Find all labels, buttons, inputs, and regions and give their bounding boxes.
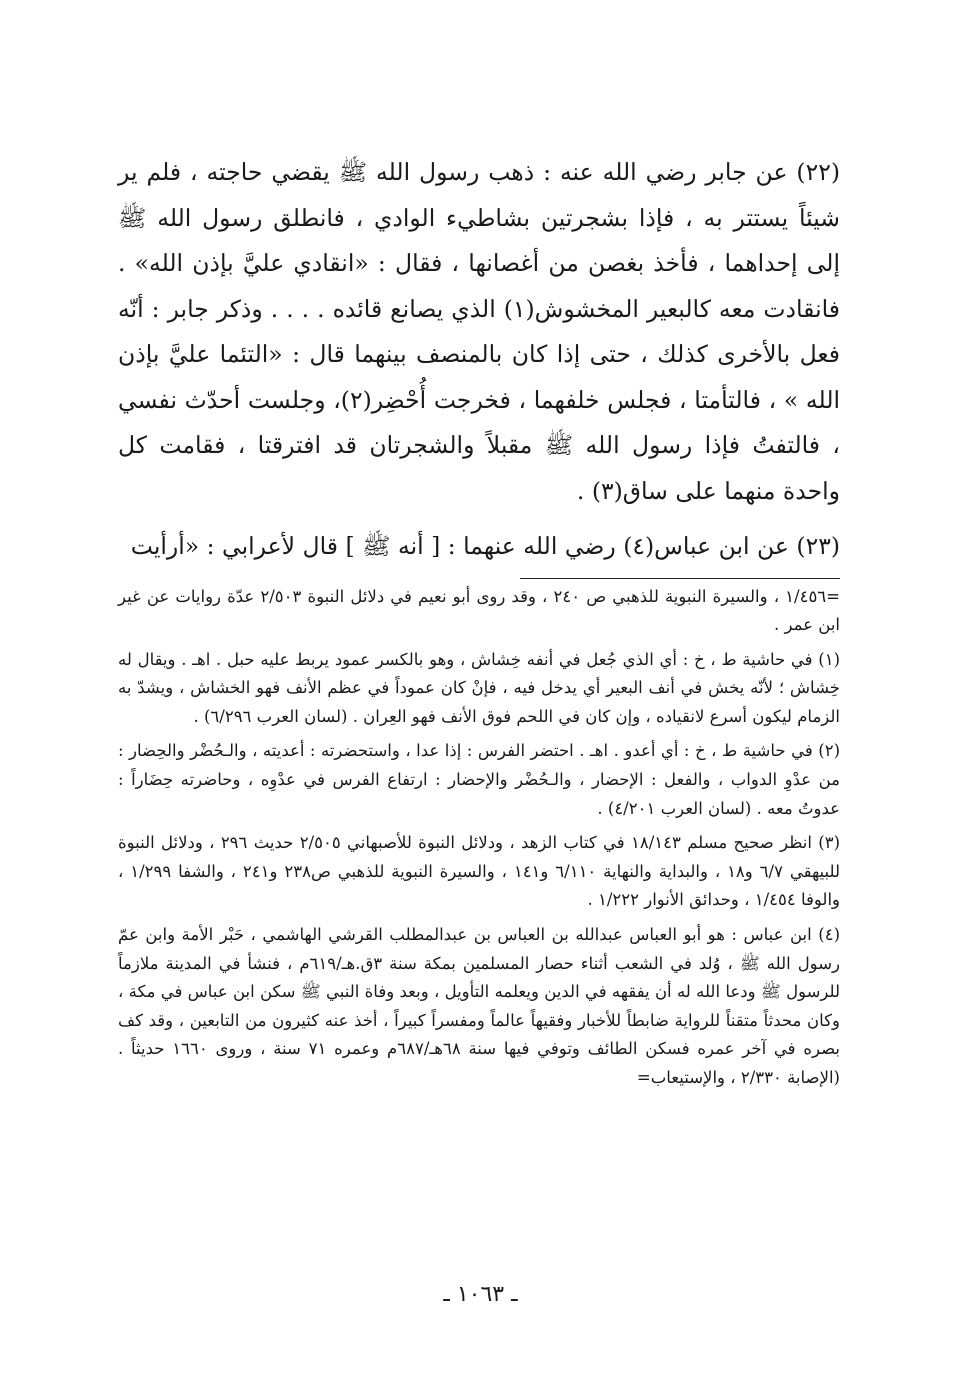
footnote-1: (١) في حاشية ط ، خ : أي الذي جُعل في أنفه خِشاش ، وهو بالكسر عمود يربط عليه حبل . اهـ . ويقال له خِشاش ؛ لأنّه يخش في أنف البعير أي يدخل فيه ، فإنْ كان عموداً في عظم الأنف فهو الخشاش ، ويشدّ به الزمام ليكون أسرع لانقياده ، وإن كان في اللحم فوق الأنف فهو العِران . (لسان العرب ٦/٢٩٦) . [118, 649, 840, 726]
footnote-2: (٢) في حاشية ط ، خ : أي أعدو . اهـ . احتضر الفرس : إذا عدا ، واستحضرته : أعديته ، والـحُضْر والحِضار : من عدْوِ الدواب ، والفعل : الإحضار ، والـحُضْر والإحضار : ارتفاع الفرس في عدْوِه ، وحاضرته حِضَاراً : عدوتُ معه . (لسان العرب ٤/٢٠١) . [118, 741, 840, 818]
footnote-separator [520, 578, 840, 579]
main-text [118, 150, 840, 570]
footnote-4: (٤) ابن عباس : هو أبو العباس عبدالله بن العباس بن عبدالمطلب القرشي الهاشمي ، حَبْر الأمة وابن عمّ رسول الله ﷺ ، وُلد في الشعب أثناء حصار المسلمين بمكة سنة ٣ق.هـ/٦١٩م ، فنشأ في المدينة ملازماً للرسول ﷺ ودعا الله له أن يفقهه في الدين ويعلمه التأويل ، وبعد وفاة النبي ﷺ سكن ابن عباس في مكة ، وكان محدثاً متقناً للرواية ضابطاً للأخبار وفقيهاً عالماً ومفسراً كبيراً ، أخذ عنه كثيرون من التابعين ، وقد كف بصره في آخر عمره فسكن الطائف وتوفي فيها سنة ٦٨هـ/٦٨٧م وعمره ٧١ سنة ، وروى ١٦٦٠ حديثاً . (الإصابة ٢/٣٣٠ ، والإستيعاب= [118, 925, 840, 1087]
footnote-continuation: =١/٤٥٦ ، والسيرة النبوية للذهبي ص ٢٤٠ ، وقد روى أبو نعيم في دلائل النبوة ٢/٥٠٣ عدّة روايات عن غير ابن عمر . [118, 586, 840, 635]
page-number: ـ ١٠٦٣ ـ [443, 1282, 518, 1307]
footnotes [118, 583, 840, 1093]
hadith-23-paragraph: (٢٣) عن ابن عباس(٤) رضي الله عنهما : [ أنه ﷺ ] قال لأعرابي : «أرأيت [130, 532, 840, 560]
page-body [118, 150, 840, 1093]
hadith-22-paragraph: (٢٢) عن جابر رضي الله عنه : ذهب رسول الله ﷺ يقضي حاجته ، فلم ير شيئاً يستتر به ، فإذا بشجرتين بشاطيء الوادي ، فانطلق رسول الله ﷺ إلى إحداهما ، فأخذ بغصن من أغصانها ، فقال : «انقادي عليَّ بإذن الله» . فانقادت معه كالبعير المخشوش(١) الذي يصانع قائده . . . . وذكر جابر : أنّه فعل بالأخرى كذلك ، حتى إذا كان بالمنصف بينهما قال : «التئما عليَّ بإذن الله » ، فالتأمتا ، فجلس خلفهما ، فخرجت أُحْضِر(٢)، وجلست أحدّث نفسي ، فالتفتُ فإذا رسول الله ﷺ مقبلاً والشجرتان قد افترقتا ، فقامت كل واحدة منهما على ساق(٣) . [118, 158, 841, 505]
footnote-3: (٣) انظر صحيح مسلم ١٨/١٤٣ في كتاب الزهد ، ودلائل النبوة للأصبهاني ٢/٥٠٥ حديث ٢٩٦ ، ودلائل النبوة للبيهقي ٦/٧ و١٨ ، والبداية والنهاية ٦/١١٠ و١٤١ ، والسيرة النبوية للذهبي ص٢٣٨ و٢٤١ ، والشفا ١/٢٩٩ ، والوفا ١/٤٥٤ ، وحدائق الأنوار ١/٢٢٢ . [118, 833, 840, 910]
